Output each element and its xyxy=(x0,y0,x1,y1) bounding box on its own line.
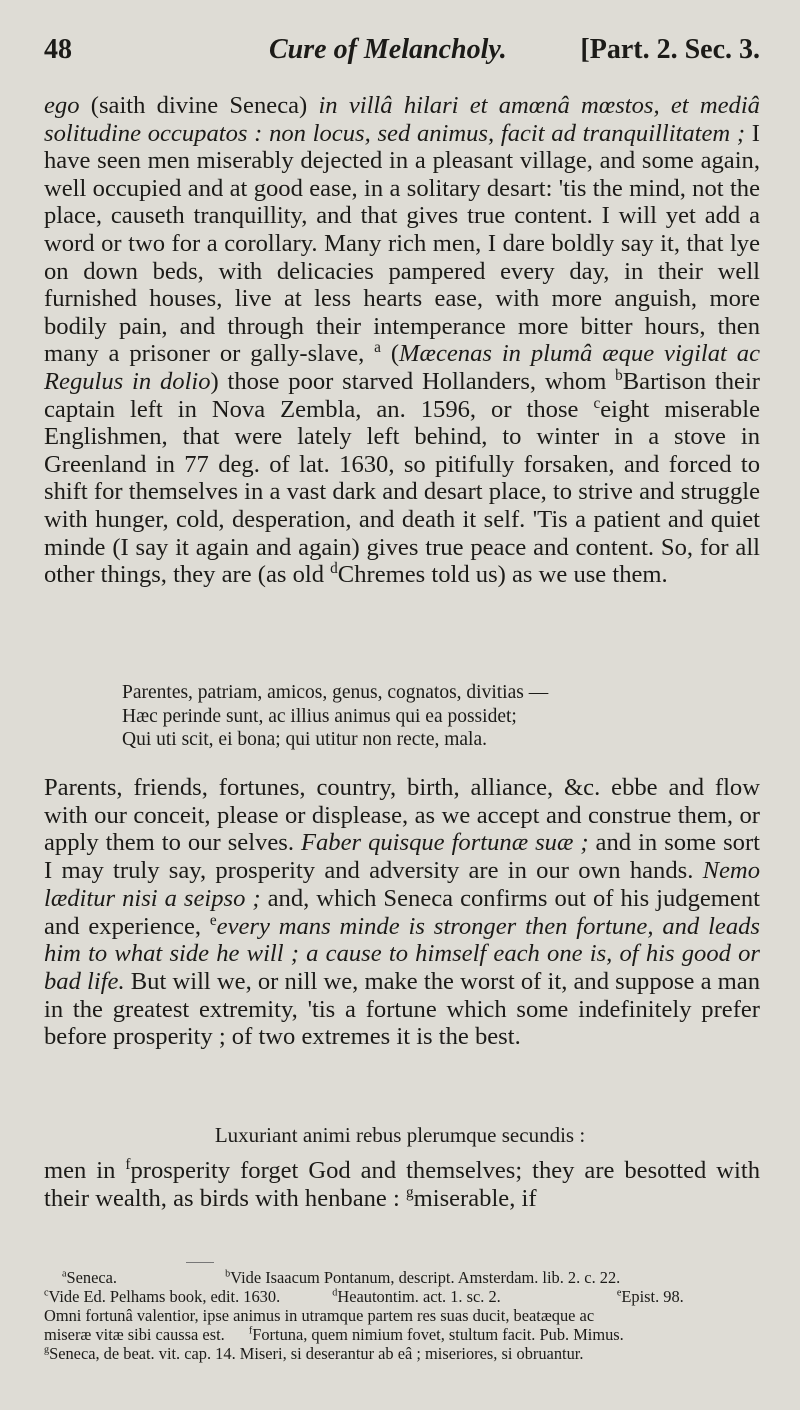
footnote-text: Seneca. xyxy=(66,1268,118,1287)
footnote-text: Vide Ed. Pelhams book, edit. 1630. xyxy=(48,1287,281,1306)
footnote-text: miseræ vitæ sibi caussa est. xyxy=(44,1325,225,1344)
footnote-line-1 xyxy=(44,1268,760,1287)
section-reference: [Part. 2. Sec. 3. xyxy=(580,34,760,65)
paragraph-2-text xyxy=(44,774,760,1051)
latin-quote: in villâ hilari et amœnâ mœstos, et mediâ solitudine occupatos : non locus, sed animus, facit ad tranquillitatem ; xyxy=(44,92,760,147)
footnote-line-4 xyxy=(44,1325,760,1344)
footnote-text: Heautontim. act. 1. sc. 2. xyxy=(337,1287,501,1306)
footnote-f xyxy=(249,1325,624,1344)
verse-line-1: Parentes, patriam, amicos, genus, cognatos, divitias — xyxy=(122,682,549,703)
body-text: ( xyxy=(380,340,400,368)
footnote-d xyxy=(332,1287,501,1306)
footnote-line-5 xyxy=(44,1344,760,1363)
footnote-e xyxy=(617,1287,684,1306)
body-text: But will we, or nill we, make the worst of it, and suppose a man in the greatest extremity, 'tis a fortune which some indefinitely prefer before prosperity ; of two extremes it is the best. xyxy=(44,967,760,1051)
latin-text: ego xyxy=(44,92,80,119)
body-text: and, which Seneca confirms out of his judgement and experience, xyxy=(44,884,760,940)
body-text: Parents, friends, fortunes, country, birth, alliance, &c. ebbe and flow with our conceit, please or displease, as we accept and construe them, or apply them to our selves. xyxy=(44,774,760,857)
body-text: ) those poor starved Hollanders, whom xyxy=(210,367,616,395)
footnote-b xyxy=(225,1268,620,1287)
paragraph-2 xyxy=(44,774,760,1051)
body-text: Bartison their captain left in Nova Zembla, an. 1596, or those xyxy=(44,367,760,423)
footnote-mark: g xyxy=(44,1344,50,1356)
paragraph-3 xyxy=(44,1157,760,1213)
page-number: 48 xyxy=(44,34,72,65)
page-header xyxy=(44,34,764,74)
footnote-line-3: Omni fortunâ valentior, ipse animus in utramque partem res suas ducit, beatæque ac xyxy=(44,1306,595,1325)
centered-quotation: Luxuriant animi rebus plerumque secundis : xyxy=(214,1123,586,1147)
verse-line-2: Hæc perinde sunt, ac illius animus qui ea possidet; xyxy=(122,705,517,727)
body-text: prosperity forget God and themselves; they are besotted with their wealth, as birds with henbane : xyxy=(44,1157,760,1212)
verse-quotation xyxy=(122,681,722,752)
footnote-marker-f[interactable]: f xyxy=(125,1155,131,1173)
latin-quote: Mæcenas in plumâ æque vigilat ac Regulus in dolio xyxy=(44,340,761,395)
footnote-mark: f xyxy=(248,1325,253,1337)
body-text: I have seen men miserably dejected in a pleasant village, and some again, well occupied and at good ease, in a solitary desart: 'tis the mind, not the place, causeth tranquillity, and that gives true content. I will yet add a word or two for a corollary. Many rich men, I dare boldly say it, that lye on down beds, with delicacies pampered every day, in their well furnished houses, live at less hearts ease, with more anguish, more bodily pain, and through their intemperance more bitter hours, then many a prisoner or gally-slave, xyxy=(44,119,761,368)
footnote-text: Epist. 98. xyxy=(621,1287,684,1306)
italic-quote: every mans minde is stronger then fortune, and leads him to what side he will ; a cause to himself each one is, of his good or bad life. xyxy=(44,912,760,995)
footnote-marker-c[interactable]: c xyxy=(593,394,601,412)
body-text: miserable, if xyxy=(413,1185,537,1212)
footnote-marker-g[interactable]: g xyxy=(405,1183,414,1201)
footnote-mark: a xyxy=(62,1268,67,1280)
footnote-text: Fortuna, quem nimium fovet, stultum facit. Pub. Mimus. xyxy=(252,1325,624,1344)
footnote-marker-d[interactable]: d xyxy=(330,559,338,577)
body-text: men in xyxy=(44,1157,126,1184)
latin-quote: Faber quisque fortunæ suæ ; xyxy=(300,829,589,857)
verse-line-3: Qui uti scit, ei bona; qui utitur non recte, mala. xyxy=(122,729,487,750)
footnote-text: Vide Isaacum Pontanum, descript. Amsterdam. lib. 2. c. 22. xyxy=(230,1268,621,1287)
paragraph-3-text xyxy=(44,1157,760,1213)
footnote-c xyxy=(44,1287,280,1306)
body-text: eight miserable Englishmen, that were lately left behind, to winter in a stove in Greenland in 77 deg. of lat. 1630, so pitifully forsaken, and forced to shift for themselves in a vast dark and desart place, to strive and struggle with hunger, cold, desperation, and death it self. 'Tis a patient and quiet minde (I say it again and again) gives true peace and content. So, for all other things, they are (as old xyxy=(44,395,760,589)
footnote-mark: c xyxy=(44,1287,49,1299)
footnote-marker-a[interactable]: a xyxy=(374,339,381,357)
body-text: Chremes told us) as we use them. xyxy=(337,561,668,589)
footnote-rule xyxy=(186,1262,214,1263)
footnote-line-2 xyxy=(44,1287,760,1306)
footnote-g: Seneca, de beat. vit. cap. 14. Miseri, si deserantur ab eâ ; miseriores, si obruantur. xyxy=(49,1344,584,1363)
latin-quote: Nemo læditur nisi a seipso ; xyxy=(44,857,760,912)
footnote-marker-b[interactable]: b xyxy=(615,366,623,384)
footnotes xyxy=(44,1268,760,1363)
footnote-mark: e xyxy=(616,1287,622,1299)
footnote-a xyxy=(62,1268,117,1287)
footnote-mark: d xyxy=(332,1287,338,1299)
running-title: Cure of Melancholy. xyxy=(269,34,507,65)
paragraph-1 xyxy=(44,92,760,589)
footnote-mark: b xyxy=(225,1268,231,1280)
paragraph-1-text xyxy=(44,92,760,589)
footnote-marker-e[interactable]: e xyxy=(209,911,217,929)
body-text: (saith divine Seneca) xyxy=(79,92,319,119)
body-text: and in some sort I may truly say, prosperity and adversity are in our own hands. xyxy=(44,829,760,885)
